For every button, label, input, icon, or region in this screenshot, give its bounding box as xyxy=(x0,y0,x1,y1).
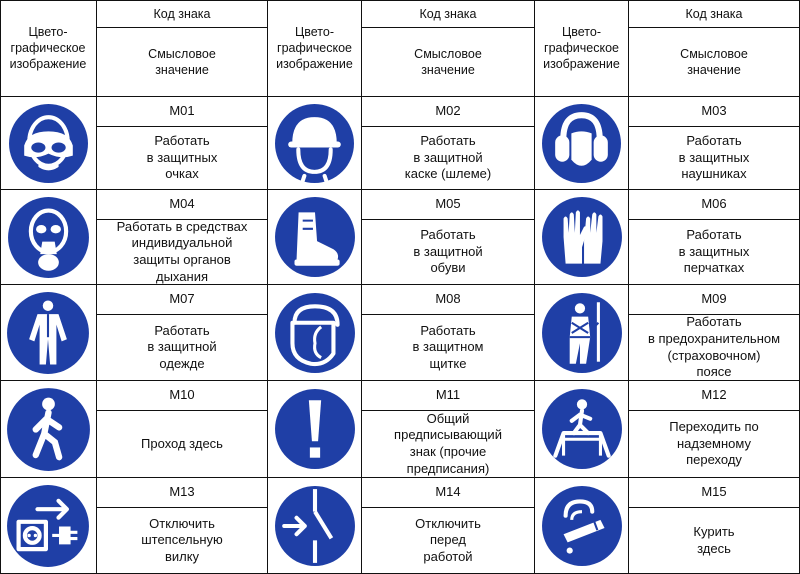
sign-meaning-text: Работать в защитной каске (шлеме) xyxy=(404,133,492,182)
sign-meaning-text: Курить здесь xyxy=(693,523,735,556)
sign-meaning xyxy=(97,220,268,285)
sign-code xyxy=(97,478,268,508)
sign-code xyxy=(362,190,535,220)
sign-meaning-text: Работать в защитной обуви xyxy=(413,227,483,276)
sign-code-text: M06 xyxy=(701,196,727,212)
sign-code-text: M12 xyxy=(701,387,727,403)
sign-code xyxy=(629,190,800,220)
sign-code xyxy=(97,381,268,411)
sign-m10-image xyxy=(0,381,97,478)
header-code-column-text: Код знака xyxy=(419,6,477,21)
sign-m14-image xyxy=(268,478,362,574)
sign-meaning xyxy=(362,411,535,478)
header-code-column-text: Код знака xyxy=(685,6,743,21)
sign-code-text: M04 xyxy=(169,196,195,212)
sign-code xyxy=(362,478,535,508)
sign-code xyxy=(629,97,800,127)
face-shield-icon xyxy=(274,292,356,374)
sign-code xyxy=(362,97,535,127)
sign-m15-image xyxy=(535,478,629,574)
sign-m06-image xyxy=(535,190,629,285)
sign-code-text: M10 xyxy=(169,387,195,403)
sign-m12-image xyxy=(535,381,629,478)
sign-meaning xyxy=(97,315,268,381)
sign-meaning-text: Отключить штепсельную вилку xyxy=(141,515,223,564)
sign-code-text: M02 xyxy=(435,103,461,119)
disconnect-switch-icon xyxy=(274,485,356,567)
sign-m13-image xyxy=(0,478,97,574)
sign-m03-image xyxy=(535,97,629,190)
sign-meaning-text: Работать в защитных перчатках xyxy=(678,227,750,276)
sign-m04-image xyxy=(0,190,97,285)
sign-meaning-text: Переходить по надземному переходу xyxy=(669,419,759,468)
header-image-column xyxy=(535,0,629,97)
safety-boots-icon xyxy=(274,196,356,278)
header-code-column-text: Код знака xyxy=(153,6,211,21)
safety-helmet-icon xyxy=(274,103,355,184)
sign-m07-image xyxy=(0,285,97,381)
header-meaning-column xyxy=(97,28,268,97)
sign-meaning-text: Работать в защитных очках xyxy=(146,133,218,182)
header-code-column xyxy=(97,0,268,28)
sign-m02-image xyxy=(268,97,362,190)
sign-meaning xyxy=(362,127,535,190)
sign-code xyxy=(629,285,800,315)
sign-m09-image xyxy=(535,285,629,381)
sign-code xyxy=(362,285,535,315)
sign-code-text: M11 xyxy=(435,387,461,403)
overpass-crossing-icon xyxy=(541,388,623,470)
safety-harness-icon xyxy=(541,292,623,374)
ear-protection-icon xyxy=(541,103,622,184)
sign-code-text: M01 xyxy=(169,103,195,119)
sign-meaning xyxy=(362,220,535,285)
header-image-column xyxy=(268,0,362,97)
sign-code-text: M13 xyxy=(169,484,195,500)
header-image-column-text: Цвето- графическое изображение xyxy=(543,25,620,71)
unplug-icon xyxy=(6,484,90,568)
respirator-icon xyxy=(7,196,90,279)
sign-code xyxy=(97,285,268,315)
sign-meaning xyxy=(362,508,535,574)
header-meaning-column xyxy=(362,28,535,97)
header-image-column-text: Цвето- графическое изображение xyxy=(276,25,353,71)
sign-m01-image xyxy=(0,97,97,190)
sign-meaning-text: Проход здесь xyxy=(141,435,223,451)
sign-code-text: M07 xyxy=(169,291,195,307)
header-meaning-column-text: Смысловое значение xyxy=(148,47,216,77)
sign-code-text: M03 xyxy=(701,103,727,119)
sign-code-text: M14 xyxy=(435,484,461,500)
sign-code xyxy=(629,478,800,508)
exclamation-icon xyxy=(274,388,356,470)
sign-m05-image xyxy=(268,190,362,285)
sign-m08-image xyxy=(268,285,362,381)
sign-meaning xyxy=(629,508,800,574)
sign-code xyxy=(362,381,535,411)
sign-meaning-text: Работать в защитных наушниках xyxy=(678,133,750,182)
sign-meaning xyxy=(362,315,535,381)
sign-m11-image xyxy=(268,381,362,478)
safety-gloves-icon xyxy=(541,196,623,278)
header-image-column-text: Цвето- графическое изображение xyxy=(9,25,87,71)
sign-meaning-text: Работать в защитной одежде xyxy=(147,322,217,371)
sign-code-text: M05 xyxy=(435,196,461,212)
sign-code xyxy=(97,190,268,220)
protective-clothing-icon xyxy=(6,291,90,375)
sign-meaning-text: Работать в предохранительном (страховочном) поясе xyxy=(647,314,781,380)
sign-meaning-text: Работать в защитном щитке xyxy=(412,322,484,371)
walking-person-icon xyxy=(6,387,91,472)
sign-meaning xyxy=(629,220,800,285)
sign-meaning-text: Работать в средствах индивидуальной защиты органов дыхания xyxy=(116,218,248,284)
safety-goggles-icon xyxy=(8,103,89,184)
header-meaning-column-text: Смысловое значение xyxy=(680,47,748,77)
sign-meaning-text: Общий предписывающий знак (прочие предписания) xyxy=(394,410,502,476)
header-meaning-column-text: Смысловое значение xyxy=(414,47,482,77)
sign-code-text: M09 xyxy=(701,291,727,307)
sign-code xyxy=(97,97,268,127)
header-image-column xyxy=(0,0,97,97)
smoking-area-icon xyxy=(541,485,623,567)
sign-meaning xyxy=(629,315,800,381)
sign-code-text: M08 xyxy=(435,291,461,307)
header-code-column xyxy=(629,0,800,28)
header-code-column xyxy=(362,0,535,28)
sign-code-text: M15 xyxy=(701,484,727,500)
sign-meaning xyxy=(629,127,800,190)
sign-meaning xyxy=(97,411,268,478)
header-meaning-column xyxy=(629,28,800,97)
sign-meaning xyxy=(97,127,268,190)
sign-meaning xyxy=(629,411,800,478)
sign-code xyxy=(629,381,800,411)
sign-meaning-text: Отключить перед работой xyxy=(415,515,481,564)
sign-meaning xyxy=(97,508,268,574)
